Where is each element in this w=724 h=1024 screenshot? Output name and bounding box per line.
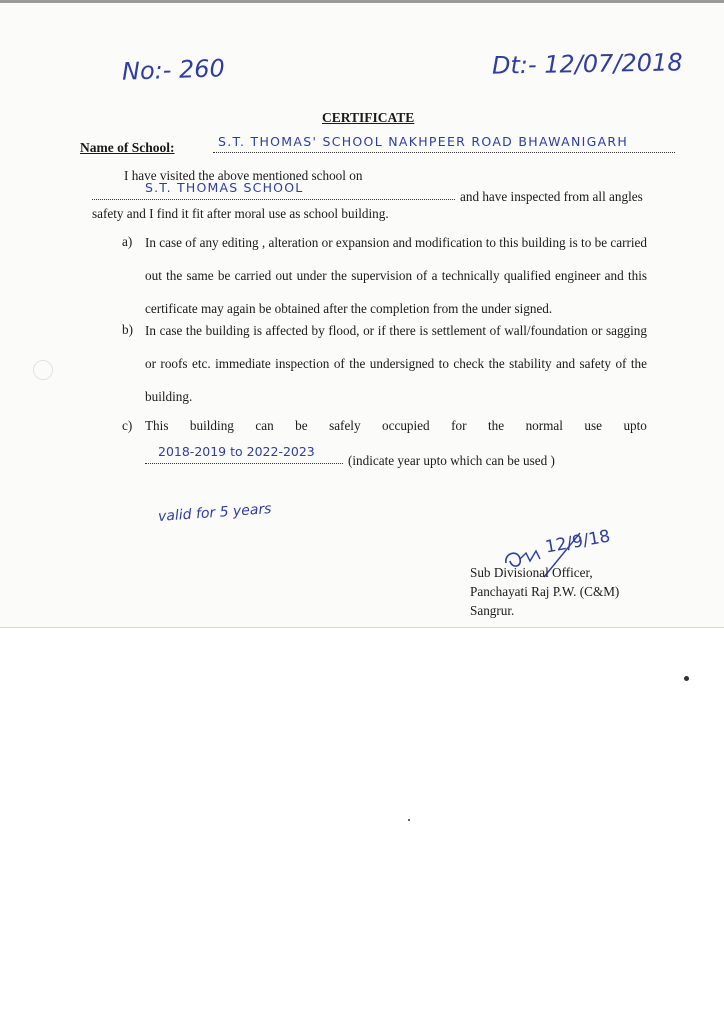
school-label: Name of School: (80, 140, 175, 155)
clause-b-marker: b) (122, 322, 133, 337)
clause-c-marker: c) (122, 418, 133, 433)
scan-speck (684, 676, 689, 681)
certificate-number: No:- 260 (121, 54, 226, 86)
visit-tail: and have inspected from all angles (460, 189, 643, 204)
clause-c-word: occupied (382, 418, 430, 433)
years-handwritten: 2018-2019 to 2022-2023 (158, 444, 315, 459)
clause-c-word: This (145, 418, 169, 433)
certificate-date: Dt:- 12/07/2018 (491, 48, 683, 80)
signatory-location: Sangrur. (470, 603, 515, 618)
clause-c-word: safely (329, 418, 361, 433)
clause-b-text: In case the building is affected by flood, or if there is settlement of wall/foundation or sagging or roofs etc. immediate inspection of the undersigned to check the stability and safety of the building. (145, 323, 647, 404)
school-name-handwritten: S.T. THOMAS' SCHOOL NAKHPEER ROAD BHAWANIGARH (218, 134, 629, 149)
clause-c-word: can (255, 418, 274, 433)
signature-date: 12/9/18 (543, 526, 612, 558)
clause-c-word: normal (525, 418, 563, 433)
clause-c-word: use (584, 418, 602, 433)
clause-c-word: the (487, 418, 505, 433)
signatory-department: Panchayati Raj P.W. (C&M) (470, 584, 620, 599)
document-title: CERTIFICATE (322, 110, 415, 125)
scan-speck (408, 819, 410, 821)
clause-c-word: for (451, 418, 467, 433)
years-dotted-line (145, 463, 343, 464)
clause-c-word: building (189, 418, 234, 433)
clause-c-first-line (145, 418, 647, 434)
clause-c-tail: (indicate year upto which can be used ) (348, 453, 555, 468)
visit-intro: I have visited the above mentioned school on (124, 168, 363, 183)
signatory-title: Sub Divisional Officer, (470, 565, 593, 580)
visit-dotted-line (92, 199, 455, 200)
clause-c-word: upto (623, 418, 647, 433)
clause-c-word: be (295, 418, 308, 433)
punch-hole-mark (33, 360, 53, 380)
school-dotted-line (213, 152, 675, 153)
validity-note: valid for 5 years (157, 501, 272, 525)
visit-line2: safety and I find it fit after moral use as school building. (92, 206, 389, 221)
visit-school-handwritten: S.T. THOMAS SCHOOL (145, 180, 304, 195)
clause-a-marker: a) (122, 234, 133, 249)
clause-a-text: In case of any editing , alteration or expansion and modification to this building is to be carried out the same be carried out under the supervision of a technically qualified engineer and this certificate may again be obtained after the completion from the under signed. (145, 235, 647, 316)
